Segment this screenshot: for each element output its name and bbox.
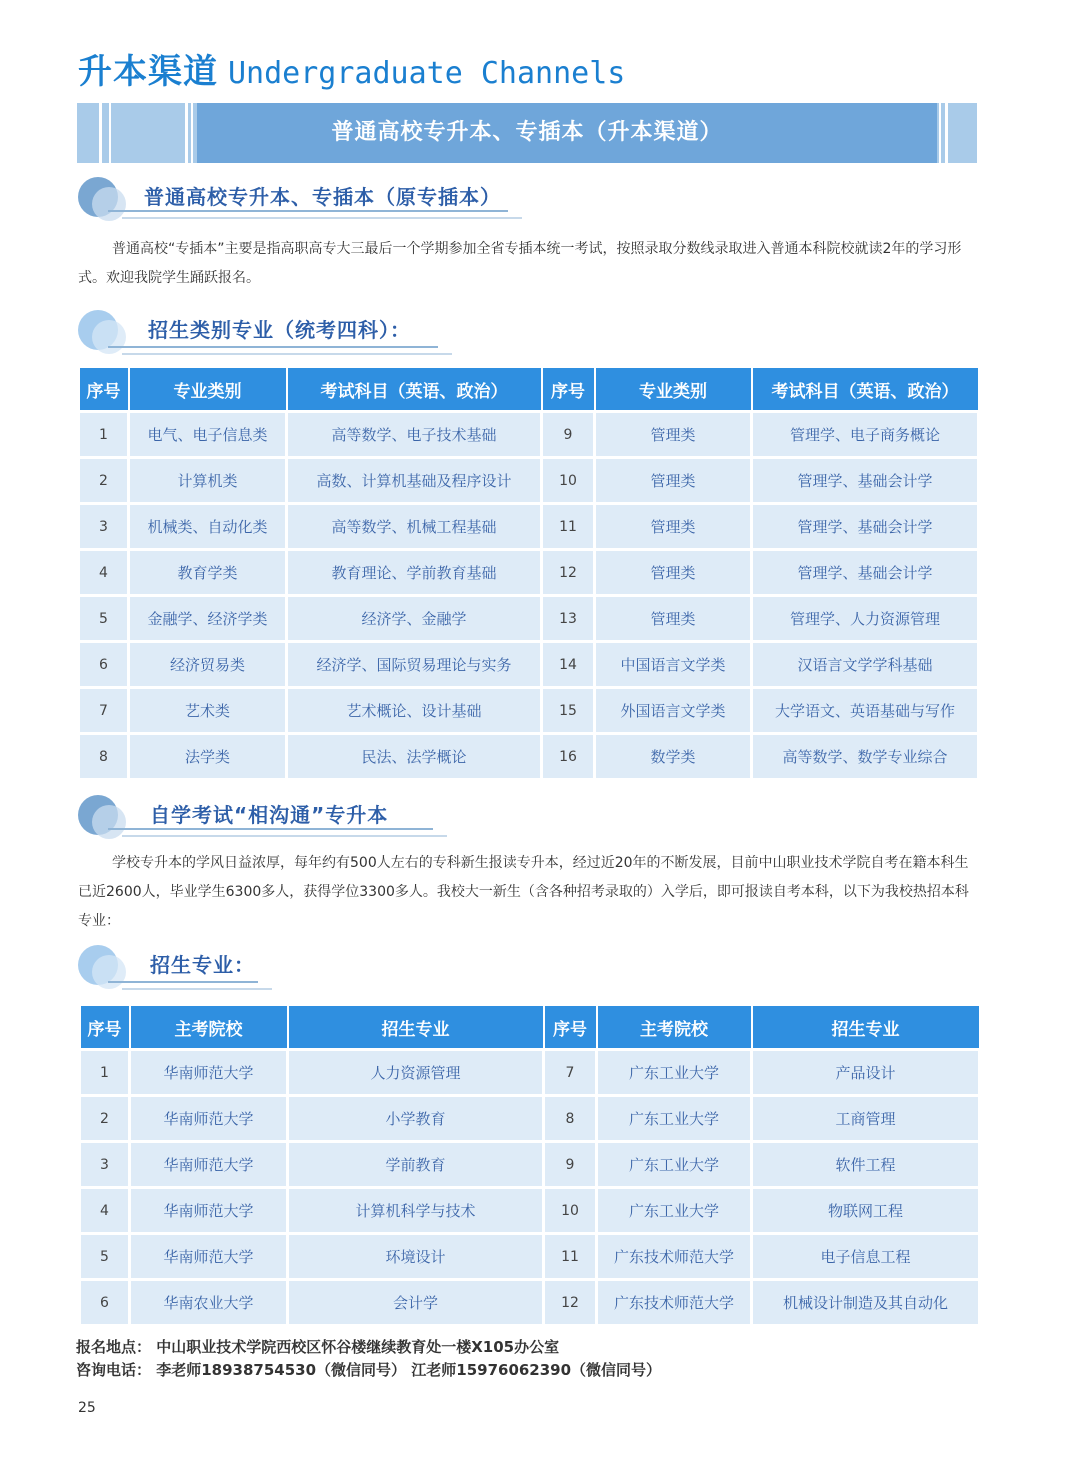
table-cell: 11	[542, 504, 595, 550]
table-row	[80, 1188, 980, 1234]
table-cell: 机械设计制造及其自动化	[752, 1280, 980, 1326]
table-cell: 机械类、自动化类	[129, 504, 287, 550]
table-cell: 管理学、人力资源管理	[752, 596, 979, 642]
column-header: 专业类别	[595, 367, 752, 412]
section-heading-1-text: 普通高校专升本、专插本（原专插本）	[144, 185, 501, 209]
table-cell: 12	[542, 550, 595, 596]
table-cell: 高数、计算机基础及程序设计	[287, 458, 542, 504]
exam-subject-table	[77, 366, 980, 781]
table-row	[79, 642, 979, 688]
table-cell: 管理类	[595, 412, 752, 458]
table-cell: 9	[542, 412, 595, 458]
column-header: 序号	[542, 367, 595, 412]
table-cell: 广东工业大学	[597, 1188, 752, 1234]
table-row	[79, 458, 979, 504]
section-heading-3	[78, 795, 438, 843]
table-cell: 管理类	[595, 550, 752, 596]
table-row	[79, 688, 979, 734]
table-cell: 小学教育	[288, 1096, 544, 1142]
table-cell: 8	[544, 1096, 597, 1142]
table-cell: 14	[542, 642, 595, 688]
table-row	[80, 1096, 980, 1142]
table-cell: 10	[542, 458, 595, 504]
section-heading-2-text: 招生类别专业（统考四科）：	[148, 318, 411, 342]
table-row	[80, 1234, 980, 1280]
intro-paragraph-1: 普通高校“专插本”主要是指高职高专大三最后一个学期参加全省专插本统一考试，按照录取分数线录取进入普通本科院校就读2年的学习形式。欢迎我院学生踊跃报名。	[78, 241, 962, 286]
table-cell: 人力资源管理	[288, 1050, 544, 1096]
table-cell: 汉语言文学学科基础	[752, 642, 979, 688]
column-header: 招生专业	[288, 1005, 544, 1050]
table-cell: 15	[542, 688, 595, 734]
table-row	[80, 1142, 980, 1188]
table-cell: 高等数学、电子技术基础	[287, 412, 542, 458]
table-cell: 华南师范大学	[130, 1188, 288, 1234]
table-cell: 软件工程	[752, 1142, 980, 1188]
page-title	[78, 44, 625, 93]
table-cell: 教育理论、学前教育基础	[287, 550, 542, 596]
table-cell: 5	[79, 596, 129, 642]
table-cell: 华南师范大学	[130, 1142, 288, 1188]
table-cell: 高等数学、数学专业综合	[752, 734, 979, 780]
table-header-row	[79, 367, 979, 412]
section-heading-1	[78, 177, 518, 225]
table-cell: 12	[544, 1280, 597, 1326]
registration-address: 报名地点： 中山职业技术学院西校区怀谷楼继续教育处一楼X105办公室	[76, 1338, 560, 1356]
table-cell: 广东技术师范大学	[597, 1234, 752, 1280]
column-header: 考试科目（英语、政治）	[287, 367, 542, 412]
table-cell: 华南师范大学	[130, 1096, 288, 1142]
table-row	[80, 1280, 980, 1326]
table-cell: 经济学、国际贸易理论与实务	[287, 642, 542, 688]
table-row	[80, 1050, 980, 1096]
table-header-row	[80, 1005, 980, 1050]
page-number: 25	[78, 1400, 96, 1416]
table-cell: 华南师范大学	[130, 1050, 288, 1096]
table-row	[79, 596, 979, 642]
table-cell: 法学类	[129, 734, 287, 780]
table-cell: 5	[80, 1234, 130, 1280]
table-cell: 计算机科学与技术	[288, 1188, 544, 1234]
section-heading-3-text: 自学考试“相沟通”专升本	[150, 803, 389, 827]
table-cell: 艺术概论、设计基础	[287, 688, 542, 734]
table-cell: 1	[79, 412, 129, 458]
section-heading-2	[78, 310, 448, 358]
table-cell: 物联网工程	[752, 1188, 980, 1234]
table-cell: 管理学、基础会计学	[752, 550, 979, 596]
table-cell: 管理学、基础会计学	[752, 504, 979, 550]
table-cell: 华南师范大学	[130, 1234, 288, 1280]
table-row	[79, 550, 979, 596]
column-header: 序号	[79, 367, 129, 412]
table-cell: 民法、法学概论	[287, 734, 542, 780]
table-cell: 1	[80, 1050, 130, 1096]
banner-label: 普通高校专升本、专插本（升本渠道）	[331, 120, 723, 145]
table-cell: 4	[80, 1188, 130, 1234]
table-cell: 管理学、电子商务概论	[752, 412, 979, 458]
table-cell: 6	[80, 1280, 130, 1326]
column-header: 序号	[80, 1005, 130, 1050]
table-cell: 广东工业大学	[597, 1050, 752, 1096]
section-heading-4-text: 招生专业：	[150, 953, 255, 977]
table-cell: 9	[544, 1142, 597, 1188]
table-row	[79, 504, 979, 550]
table-cell: 4	[79, 550, 129, 596]
table-cell: 环境设计	[288, 1234, 544, 1280]
table-cell: 11	[544, 1234, 597, 1280]
table-cell: 大学语文、英语基础与写作	[752, 688, 979, 734]
table-cell: 金融学、经济学类	[129, 596, 287, 642]
table-cell: 10	[544, 1188, 597, 1234]
table-cell: 管理类	[595, 596, 752, 642]
table-cell: 广东工业大学	[597, 1096, 752, 1142]
table-cell: 学前教育	[288, 1142, 544, 1188]
column-header: 主考院校	[597, 1005, 752, 1050]
table-cell: 16	[542, 734, 595, 780]
column-header: 序号	[544, 1005, 597, 1050]
section-heading-4	[78, 945, 268, 993]
table-cell: 电子信息工程	[752, 1234, 980, 1280]
table-cell: 外国语言文学类	[595, 688, 752, 734]
page-title-cn: 升本渠道	[78, 52, 218, 92]
table-cell: 广东工业大学	[597, 1142, 752, 1188]
table-cell: 13	[542, 596, 595, 642]
table-cell: 2	[80, 1096, 130, 1142]
table-cell: 会计学	[288, 1280, 544, 1326]
table-cell: 3	[79, 504, 129, 550]
table-row	[79, 412, 979, 458]
intro-paragraph-2: 学校专升本的学风日益浓厚，每年约有500人左右的专科新生报读专升本，经过近20年的不断发展，目前中山职业技术学院自考在籍本科生已近2600人，毕业学生6300多人，获得学位3300多人。我校大一新生（含各种招考录取的）入学后，即可报读自考本科，以下为我校热招本科专业：	[78, 855, 969, 929]
table-cell: 管理类	[595, 458, 752, 504]
table-row	[79, 734, 979, 780]
table-cell: 管理类	[595, 504, 752, 550]
table-cell: 7	[79, 688, 129, 734]
table-cell: 6	[79, 642, 129, 688]
table-cell: 7	[544, 1050, 597, 1096]
table-cell: 管理学、基础会计学	[752, 458, 979, 504]
table-cell: 中国语言文学类	[595, 642, 752, 688]
table-cell: 工商管理	[752, 1096, 980, 1142]
table-cell: 经济贸易类	[129, 642, 287, 688]
section-banner	[77, 103, 977, 163]
table-cell: 电气、电子信息类	[129, 412, 287, 458]
table-cell: 高等数学、机械工程基础	[287, 504, 542, 550]
major-enrollment-table	[78, 1004, 981, 1327]
page-title-en: Undergraduate Channels	[228, 56, 626, 91]
column-header: 考试科目（英语、政治）	[752, 367, 979, 412]
column-header: 专业类别	[129, 367, 287, 412]
table-cell: 教育学类	[129, 550, 287, 596]
column-header: 主考院校	[130, 1005, 288, 1050]
table-cell: 3	[80, 1142, 130, 1188]
table-cell: 广东技术师范大学	[597, 1280, 752, 1326]
table-cell: 艺术类	[129, 688, 287, 734]
table-cell: 产品设计	[752, 1050, 980, 1096]
table-cell: 2	[79, 458, 129, 504]
table-cell: 华南农业大学	[130, 1280, 288, 1326]
table-cell: 数学类	[595, 734, 752, 780]
table-cell: 经济学、金融学	[287, 596, 542, 642]
table-cell: 计算机类	[129, 458, 287, 504]
table-cell: 8	[79, 734, 129, 780]
contact-phone: 咨询电话： 李老师18938754530（微信同号） 江老师15976062390（微信同号）	[76, 1361, 662, 1379]
column-header: 招生专业	[752, 1005, 980, 1050]
